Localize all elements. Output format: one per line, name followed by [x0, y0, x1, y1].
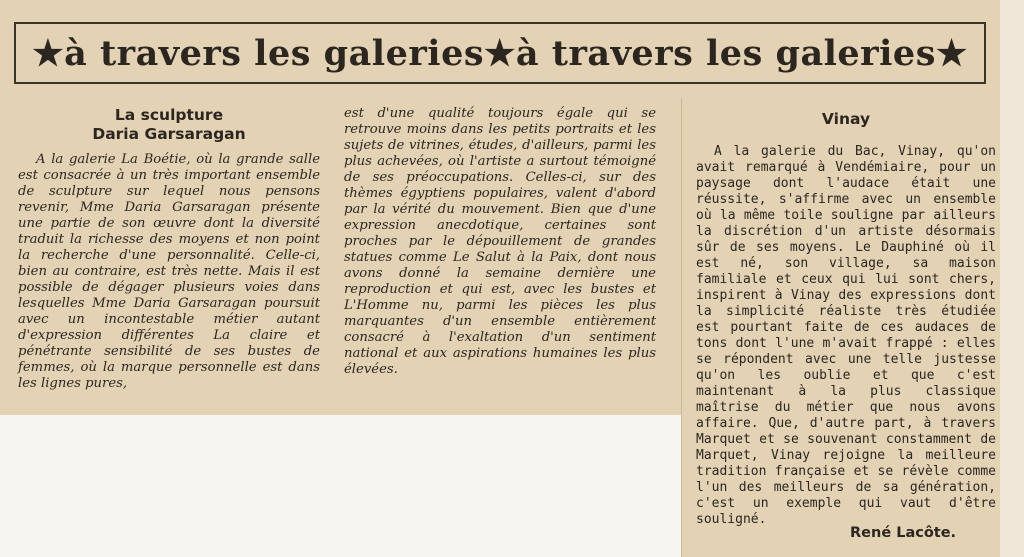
article-sculpture-title: [18, 106, 320, 144]
article-sculpture-column-1: [18, 152, 320, 392]
article-sculpture-title-line1: La sculpture: [114, 106, 224, 124]
section-header-title: ★à travers les galeries★à travers les galeries★: [32, 32, 968, 74]
article-vinay-column: [696, 144, 996, 528]
column-divider: [681, 98, 682, 557]
article-sculpture-paragraph-2: est d'une qualité toujours égale qui se retrouve moins dans les petits portraits et les sujets de vitrines, études, d'ailleurs, parmi les plus achevées, où l'artiste a surtout témoigné de ses préoccupations. Celles-ci, sur des thèmes égyptiens populaires, valent d'abord par la vérité du mouvement. Bien que d'une expression anecdotique, certaines sont proches par le dépouillement de grandes statues comme Le Salut à la Paix, dont nous avons donné la semaine dernière une reproduction et qui est, avec les bustes et L'Homme nu, parmi les pièces les plus marquantes d'un ensemble entièrement consacré à l'exaltation d'un sentiment national et aux aspirations humaines les plus élevées.: [344, 106, 656, 377]
article-vinay-signature: René Lacôte.: [850, 525, 957, 541]
section-header-box: [14, 22, 986, 84]
article-vinay-paragraph: A la galerie du Bac, Vinay, qu'on avait remarqué à Vendémiaire, pour un paysage dont l'audace était une réussite, s'affirme avec un ensemble où la même toile souligne par ailleurs la discrétion d'un artiste désormais sûr de ses moyens. Le Dauphiné où il est né, son village, sa maison familiale et ceux qui lui sont chers, inspirent à Vinay des expressions dont la simplicité réaliste très étudiée est pourtant faite de ces audaces de tons dont l'une m'avait frappé : elles se répondent avec une telle justesse qu'on les oublie et que c'est maintenant à la plus classique maîtrise du métier que nous avons affaire. Que, d'autre part, à travers Marquet et se souvenant constamment de Marquet, Vinay rejoigne la meilleure tradition française et se révèle comme l'un des meilleurs de sa génération, c'est un exemple qui vaut d'être souligné.: [696, 144, 996, 527]
article-sculpture-paragraph-1: A la galerie La Boétie, où la grande salle est consacrée à un très important ensemble de sculpture sur lequel nous pensons revenir, Mme Daria Garsaragan présente une partie de son œuvre dont la diversité traduit la richesse des moyens et non point la recherche d'une personnalité. Celle-ci, bien au contraire, est très nette. Mais il est possible de dégager plusieurs voies dans lesquelles Mme Daria Garsaragan poursuit avec un incontestable métier autant d'expression différentes La claire et pénétrante sensibilité de ses bustes de femmes, où la marque personnelle est dans les lignes pures,: [18, 152, 320, 391]
blank-area: [0, 415, 681, 557]
article-sculpture-title-line2: Daria Garsaragan: [92, 125, 246, 143]
article-vinay-title: Vinay: [821, 110, 871, 128]
article-sculpture-column-2: [344, 106, 656, 378]
page-edge: [1000, 0, 1024, 557]
